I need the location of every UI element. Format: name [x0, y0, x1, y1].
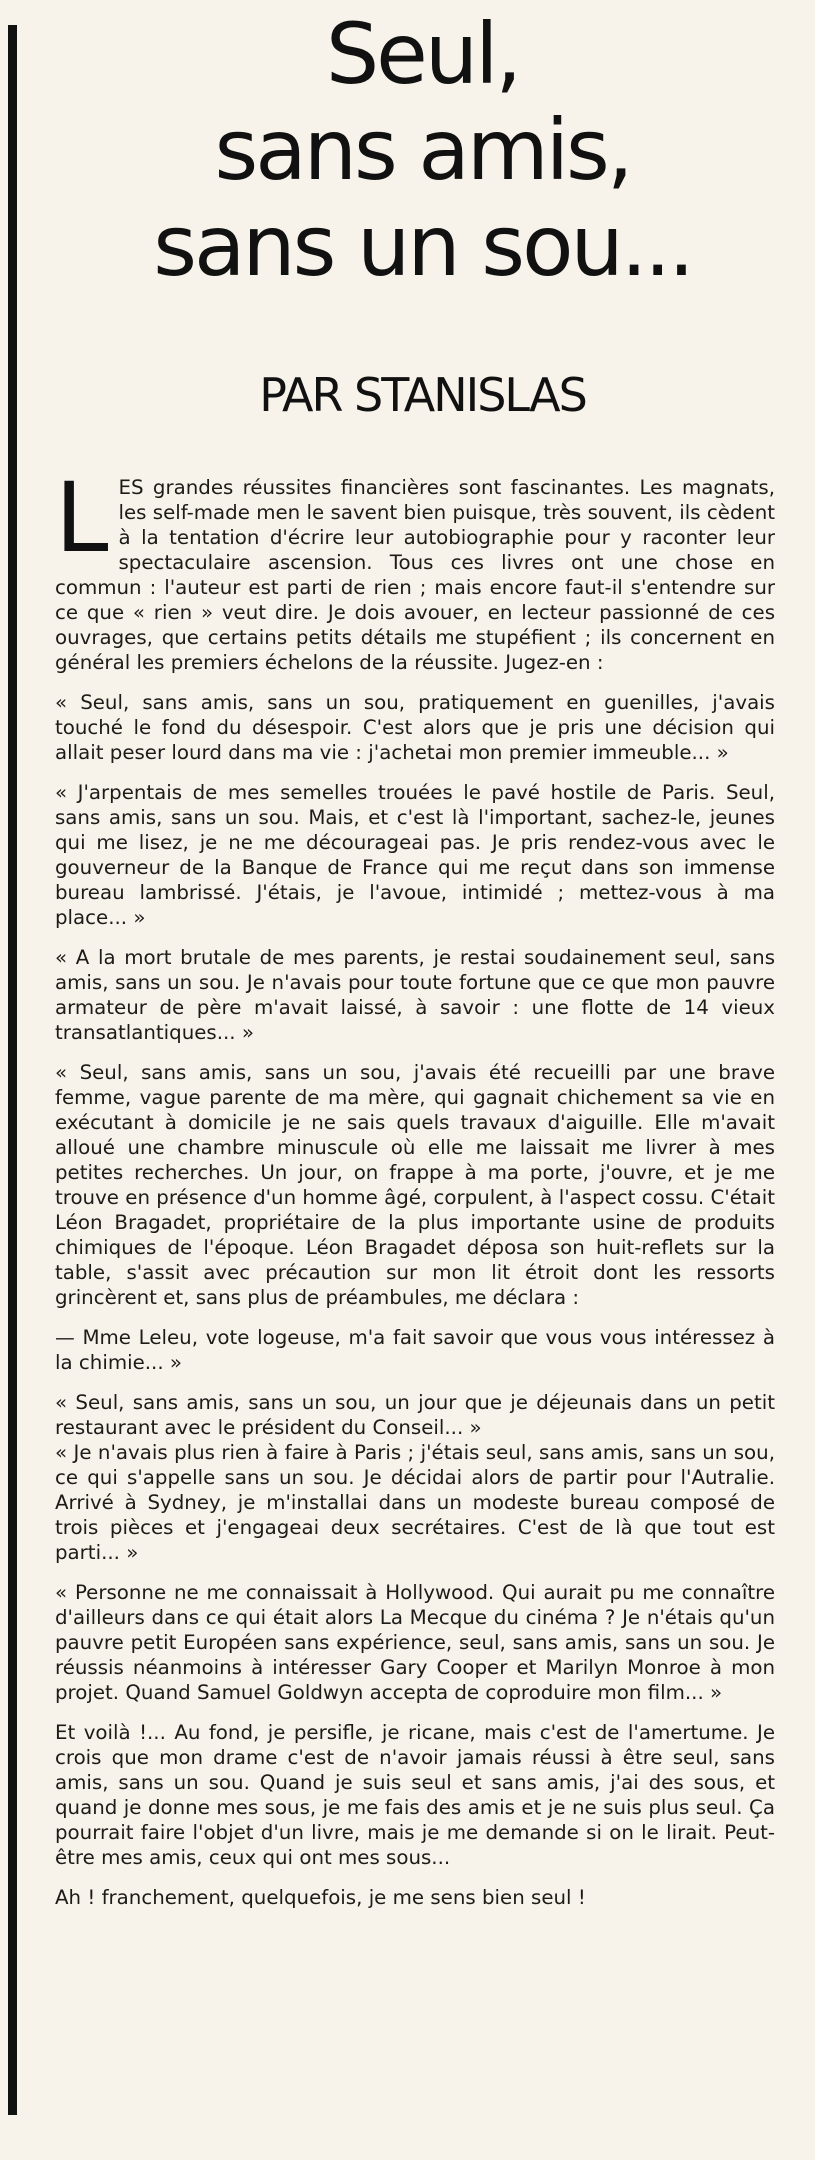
paragraph-5: « Seul, sans amis, sans un sou, j'avais été recueilli par une brave femme, vague parente de ma mère, qui gagnait chichement sa vie en exécutant à domicile je ne sais quels travaux d'aiguille. Elle m'avait alloué une chambre minuscule où elle me laissait me livrer à mes petites recherches. Un jour, on frappe à ma porte, j'ouvre, et je me trouve en présence d'un homme âgé, corpulent, à l'aspect cossu. C'était Léon Bragadet, propriétaire de la plus importante usine de produits chimiques de l'époque. Léon Bragadet déposa son huit-reflets sur la table, s'assit avec précaution sur mon lit étroit dont les ressorts grincèrent et, sans plus de préambules, me déclara :	[55, 1061, 775, 1309]
paragraph-1-text: ES grandes réussites financières sont fascinantes. Les magnats, les self-made men le savent bien puisque, très souvent, ils cèdent à la tentation d'écrire leur autobiographie pour y raconter leur spectaculaire ascension. Tous ces livres ont une chose en commun : l'auteur est parti de rien ; mais encore faut-il s'entendre sur ce que « rien » veut dire. Je dois avouer, en lecteur passionné de ces ouvrages, que certains petits détails me stupéfient ; ils concernent en général les premiers échelons de la réussite. Jugez-en :	[55, 476, 775, 674]
paragraph-6: — Mme Leleu, vote logeuse, m'a fait savoir que vous vous intéressez à la chimie... »	[55, 1326, 775, 1374]
article-body	[55, 462, 775, 1925]
article-title	[30, 6, 815, 294]
title-line-1: Seul,	[325, 5, 520, 103]
paragraph-7	[55, 1390, 775, 1565]
title-line-2: sans amis,	[214, 101, 631, 199]
title-line-3: sans un sou...	[153, 197, 692, 295]
paragraph-7a: « Seul, sans amis, sans un sou, un jour que je déjeunais dans un petit restaurant avec le président du Conseil... »	[55, 1391, 775, 1439]
drop-cap: L	[55, 462, 109, 574]
paragraph-9: Et voilà !... Au fond, je persifle, je ricane, mais c'est de l'amertume. Je crois que mon drame c'est de n'avoir jamais réussi à être seul, sans amis, sans un sou. Quand je suis seul et sans amis, j'ai des sous, et quand je donne mes sous, je me fais des amis et je ne suis plus seul. Ça pourrait faire l'objet d'un livre, mais je me demande si on le lirait. Peut-être mes amis, ceux qui ont mes sous...	[55, 1721, 775, 1869]
byline: PAR STANISLAS	[259, 368, 586, 422]
paragraph-7b: « Je n'avais plus rien à faire à Paris ; j'étais seul, sans amis, sans un sou, ce qui s'appelle sans un sou. Je décidai alors de partir pour l'Autralie. Arrivé à Sydney, je m'installai dans un modeste bureau composé de trois pièces et j'engageai deux secrétaires. C'est de là que tout est parti... »	[55, 1441, 775, 1564]
vertical-rule	[8, 25, 17, 2115]
paragraph-1	[55, 462, 775, 675]
paragraph-3: « J'arpentais de mes semelles trouées le pavé hostile de Paris. Seul, sans amis, sans un sou. Mais, et c'est là l'important, sachez-le, jeunes qui me lisez, je ne me décourageai pas. Je pris rendez-vous avec le gouverneur de la Banque de France qui me reçut dans son immense bureau lambrissé. J'étais, je l'avoue, intimidé ; mettez-vous à ma place... »	[55, 781, 775, 929]
paragraph-8: « Personne ne me connaissait à Hollywood. Qui aurait pu me connaître d'ailleurs dans ce qui était alors La Mecque du cinéma ? Je n'étais qu'un pauvre petit Européen sans expérience, seul, sans amis, sans un sou. Je réussis néanmoins à intéresser Gary Cooper et Marilyn Monroe à mon projet. Quand Samuel Goldwyn accepta de coproduire mon film... »	[55, 1581, 775, 1704]
paragraph-4: « A la mort brutale de mes parents, je restai soudainement seul, sans amis, sans un sou. Je n'avais pour toute fortune que ce que mon pauvre armateur de père m'avait laissé, à savoir : une flotte de 14 vieux transatlantiques... »	[55, 946, 775, 1044]
paragraph-2: « Seul, sans amis, sans un sou, pratiquement en guenilles, j'avais touché le fond du désespoir. C'est alors que je pris une décision qui allait peser lourd dans ma vie : j'achetai mon premier immeuble... »	[55, 691, 775, 764]
paragraph-10: Ah ! franchement, quelquefois, je me sens bien seul !	[55, 1886, 586, 1909]
